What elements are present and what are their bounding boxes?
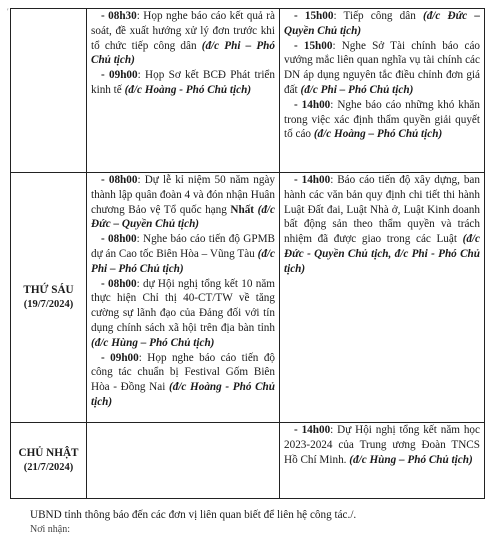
day-cell [11, 9, 87, 173]
entry-time: - 14h00 [294, 98, 331, 111]
entry-text: : Nghe báo cáo tiến độ GPMB dự án Cao tốc Biên Hòa – Vũng Tàu [91, 233, 275, 260]
entry-host: (đ/c Đức – Quyền Chủ tịch) [284, 10, 480, 37]
schedule-entry [284, 9, 480, 39]
entry-host: (đ/c Hùng – Phó Chủ tịch) [349, 453, 473, 466]
entry-time: - 08h00 [101, 174, 138, 186]
entry-text: : dự Hội nghị tổng kết 10 năm thực hiện Chỉ thị 40-CT/TW về tăng cường sự lãnh đạo của Đảng đối với tín dụng chính sách xã hội trên địa bàn tỉnh [91, 277, 275, 334]
entry-time: - 08h00 [101, 277, 137, 290]
closing-note: UBND tỉnh thông báo đến các đơn vị liên quan biết để liên hệ công tác./. [30, 509, 357, 521]
morning-cell [87, 423, 280, 499]
entry-host: (đ/c Đức – Quyền Chủ tịch) [91, 203, 275, 231]
schedule-entry [284, 98, 480, 142]
morning-cell [87, 173, 280, 423]
entry-time: - 14h00 [294, 424, 331, 436]
schedule-row-friday [11, 173, 485, 423]
entry-text: : Nghe báo cáo những khó khăn trong việc xác định thẩm quyền giải quyết tố cáo [284, 98, 480, 141]
entry-host: (đ/c Hoàng - Phó Chủ tịch) [124, 83, 252, 96]
entry-time: - 09h00 [101, 351, 139, 364]
schedule-entry [91, 232, 275, 276]
entry-text: : Dự lễ kỉ niệm 50 năm ngày thành lập quân đoàn 4 và đón nhận Huân chương Bảo vệ Tổ quốc hạng [91, 174, 276, 216]
afternoon-cell [280, 173, 485, 423]
entry-time: - 15h00 [294, 39, 333, 52]
day-name: CHỦ NHẬT [18, 446, 79, 459]
schedule-entry [284, 423, 480, 467]
entry-time: - 14h00 [294, 174, 331, 186]
schedule-entry [91, 68, 275, 98]
entry-host: (đ/c Phi – Phó Chủ tịch) [91, 39, 275, 67]
entry-time: - 09h00 [101, 69, 138, 82]
entry-lead: Nhất [230, 203, 255, 216]
schedule-body [11, 9, 485, 499]
day-date: (21/7/2024) [23, 461, 74, 473]
schedule-entry [91, 173, 275, 232]
afternoon-cell [280, 9, 485, 173]
entry-text: : Nghe Sở Tài chính báo cáo vướng mắc liên quan nghĩa vụ tài chính các DN áp dụng nguyên tắc điều chỉnh đơn giá đất [284, 39, 481, 96]
entry-host: (đ/c Phi – Phó Chủ tịch) [300, 83, 414, 96]
entry-time: - 08h30 [101, 10, 137, 22]
entry-text: : Dự Hội nghị tổng kết năm học 2023-2024 của Trung ương Đoàn TNCS Hồ Chí Minh. [284, 424, 480, 466]
entry-host: (đ/c Phi – Phó Chủ tịch) [91, 247, 275, 275]
entry-text: : Báo cáo tiến độ xây dựng, ban hành các văn bản quy định chi tiết thi hành Luật Đất đai, Luật Nhà ở, Luật Kinh doanh bất động sản theo thẩm quyền và trách nhiệm đã được giao trong các Luật [284, 174, 480, 246]
schedule-table [10, 8, 485, 499]
entry-host: (đ/c Hoàng - Phó Chủ tịch) [91, 381, 275, 408]
entry-host: (đ/c Đức - Quyền Chủ tịch, đ/c Phi - Phó Chủ tịch) [284, 233, 480, 275]
schedule-entry [91, 351, 275, 410]
entry-text: : Họp nghe báo cáo kết quả rà soát, đề xuất hướng xử lý đơn trước khi tổ chức tiếp công dân [91, 10, 276, 52]
day-cell [11, 423, 87, 499]
entry-host: (đ/c Hùng – Phó Chủ tịch) [91, 336, 215, 349]
afternoon-cell [280, 423, 485, 499]
day-name: THỨ SÁU [23, 283, 74, 296]
entry-text: : Họp Sơ kết BCĐ Phát triển kinh tế [91, 69, 275, 96]
recipients-label: Nơi nhận: [30, 524, 71, 535]
entry-time: - 08h00 [101, 233, 137, 246]
schedule-entry [91, 9, 275, 68]
schedule-entry [284, 39, 480, 98]
entry-text: : Tiếp công dân [333, 10, 423, 22]
entry-text: : Họp nghe báo cáo tiến độ công tác chuẩn bị Festival Gốm Biên Hòa - Đồng Nai [91, 351, 276, 394]
day-date: (19/7/2024) [23, 298, 74, 310]
schedule-entry [284, 173, 480, 277]
entry-host: (đ/c Hoàng – Phó Chủ tịch) [313, 128, 443, 141]
entry-time: - 15h00 [294, 10, 334, 22]
morning-cell [87, 9, 280, 173]
day-cell [11, 173, 87, 423]
schedule-entry [91, 277, 275, 351]
schedule-row-sunday [11, 423, 485, 499]
page-marker: ʹ [7, 7, 9, 16]
schedule-row-thursday-continued [11, 9, 485, 173]
